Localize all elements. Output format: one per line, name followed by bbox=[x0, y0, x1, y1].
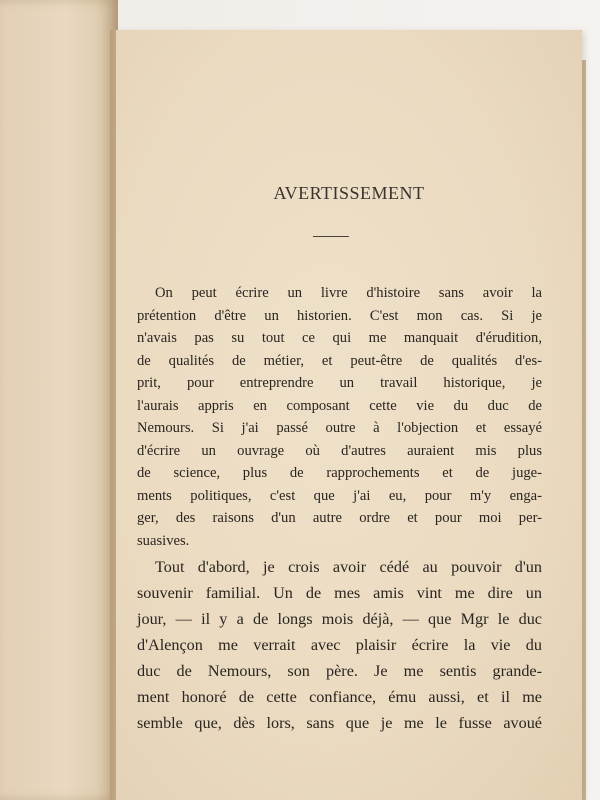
text-line: semble que, dès lors, sans que je me le fusse avoué bbox=[137, 714, 542, 732]
text-line: de qualités de métier, et peut-être de qualités d'es- bbox=[137, 352, 542, 369]
text-line: prétention d'être un historien. C'est mon cas. Si je bbox=[137, 307, 542, 324]
text-line: de science, plus de rapprochements et de juge- bbox=[137, 465, 542, 481]
text-line: d'Alençon me verrait avec plaisir écrire la vie du bbox=[137, 636, 542, 654]
text-line: d'écrire un ouvrage où d'autres auraient mis plus bbox=[137, 442, 542, 459]
paragraph-1 bbox=[137, 282, 542, 552]
text-line: jour, — il y a de longs mois déjà, — que Mgr le duc bbox=[137, 610, 542, 628]
text-line: ments politiques, c'est que j'ai eu, pour m'y enga- bbox=[137, 487, 542, 504]
text-line: On peut écrire un livre d'histoire sans avoir la bbox=[155, 285, 542, 301]
text-line: Nemours. Si j'ai passé outre à l'objection et essayé bbox=[137, 420, 542, 436]
text-line: duc de Nemours, son père. Je me sentis grande- bbox=[137, 662, 542, 680]
text-line: l'aurais appris en composant cette vie du duc de bbox=[137, 397, 542, 414]
text-line: Tout d'abord, je crois avoir cédé au pouvoir d'un bbox=[155, 558, 542, 576]
text-line: souvenir familial. Un de mes amis vint me dire un bbox=[137, 584, 542, 602]
page-title: AVERTISSEMENT bbox=[273, 183, 425, 203]
text-line: prit, pour entreprendre un travail historique, je bbox=[137, 375, 542, 391]
text-line: ger, des raisons d'un autre ordre et pour moi per- bbox=[137, 510, 542, 526]
text-line: suasives. bbox=[137, 532, 190, 549]
text-line: ment honoré de cette confiance, ému aussi, et il me bbox=[137, 688, 542, 706]
title-rule bbox=[313, 236, 349, 237]
body-text bbox=[137, 282, 542, 736]
paragraph-2 bbox=[137, 554, 542, 736]
text-line: n'avais pas su tout ce qui me manquait d'érudition, bbox=[137, 330, 542, 346]
